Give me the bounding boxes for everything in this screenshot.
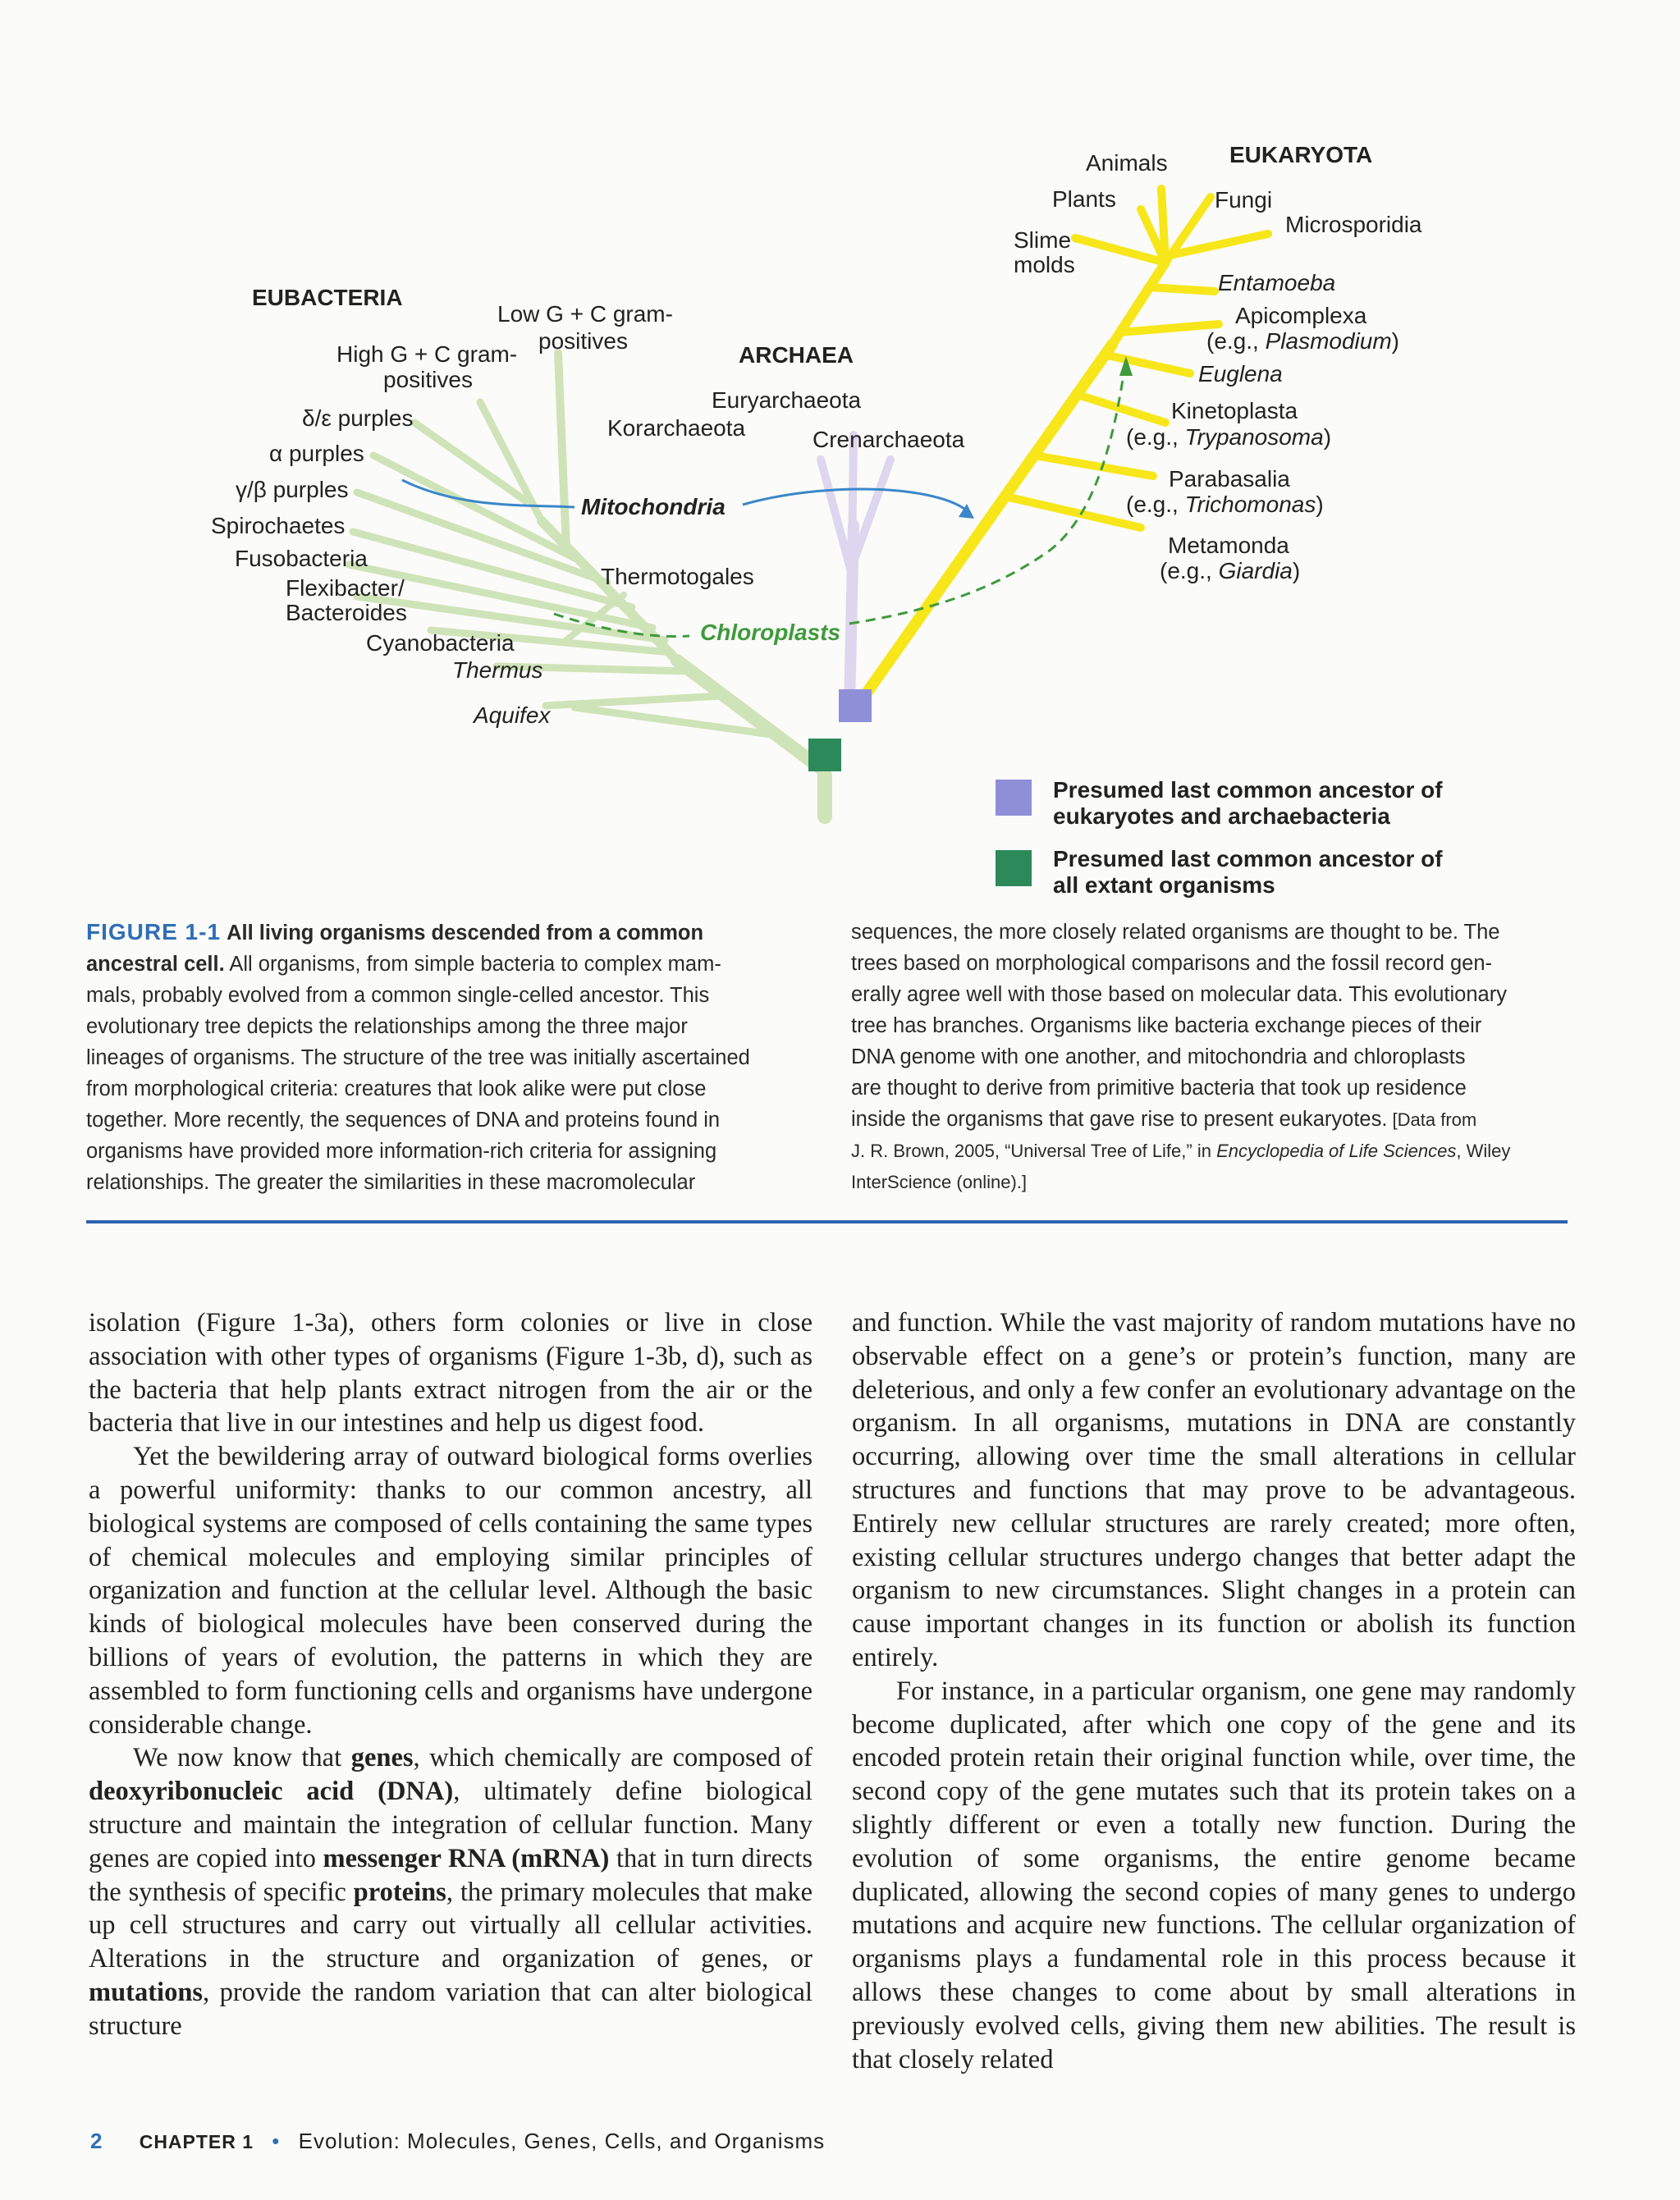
- label-spirochaetes: Spirochaetes: [211, 513, 346, 538]
- caption-left-text-0: All organisms, from simple bacteria to complex mam-: [224, 953, 721, 976]
- page-number: 2: [90, 2129, 103, 2153]
- caption-source-journal: Encyclopedia of Life Sciences: [1216, 1141, 1457, 1161]
- caption-right-text-2: erally agree well with those based on molecular data. This evolutionary: [851, 983, 1507, 1006]
- caption-right-text-4: DNA genome with one another, and mitochondria and chloroplasts: [851, 1045, 1466, 1068]
- label-aquifex: Aquifex: [474, 702, 551, 728]
- caption-right-text-0: sequences, the more closely related organisms are thought to be. The: [851, 921, 1500, 944]
- caption-title-2: ancestral cell.: [86, 953, 225, 976]
- label-giardia: (e.g., Giardia): [1160, 558, 1301, 583]
- caption-source-line-2: [851, 1136, 1573, 1167]
- figure-caption-right: [851, 917, 1573, 1198]
- label-fusobacteria: Fusobacteria: [235, 546, 368, 571]
- caption-left-text-4: from morphological criteria: creatures that look alike were put close: [86, 1077, 707, 1100]
- body-right-paragraph-2: For instance, in a particular organism, one gene may randomly become duplicated, after which one copy of the gene and its encoded protein retain their original function while, over time, the second copy of the gene mutates such that its protein takes on a slightly different or even a totally new function. During the evolution of some organisms, the entire genome became duplicated, allowing the second copies of many genes to undergo mutations and acquire new functions. The cellular organization of organisms plays a fundamental role in this process because it allows these changes to come about by small alterations in previously evolved cells, giving them new abilities. The result is that closely related: [852, 1676, 1576, 2074]
- chapter-label: CHAPTER 1: [139, 2131, 254, 2152]
- caption-left-text-5: together. More recently, the sequences of DNA and proteins found in: [86, 1109, 721, 1132]
- caption-source-3: , Wiley: [1456, 1141, 1511, 1161]
- label-bacteroides: Bacteroides: [286, 600, 407, 625]
- caption-right-line-6: [851, 1104, 1573, 1136]
- label-thermotogales: Thermotogales: [601, 564, 754, 589]
- all-organisms-ancestor-marker: [808, 739, 841, 771]
- eukaryota-heading: EUKARYOTA: [1229, 142, 1373, 167]
- legend-swatch-green: [996, 850, 1032, 886]
- label-mitochondria: Mitochondria: [581, 494, 726, 519]
- label-crenarchaeota: Crenarchaeota: [813, 427, 965, 452]
- label-korarchaeota: Korarchaeota: [607, 415, 746, 441]
- eukaryote-archaea-ancestor-marker: [839, 689, 872, 722]
- label-gamma-purples: γ/β purples: [236, 477, 349, 502]
- term-mutations: mutations: [89, 1977, 204, 2007]
- label-chloroplasts: Chloroplasts: [700, 620, 841, 645]
- caption-source-2: J. R. Brown, 2005, “Universal Tree of Life,” in: [851, 1141, 1217, 1161]
- label-microsporidia: Microsporidia: [1285, 212, 1422, 237]
- figure-caption-left: [86, 917, 808, 1198]
- body-left-paragraph-3: [89, 1741, 813, 2042]
- label-slime-2: molds: [1014, 252, 1075, 277]
- caption-right-text-1: trees based on morphological comparisons and the fossil record gen-: [851, 952, 1493, 975]
- term-genes: genes: [350, 1743, 414, 1773]
- figure-label: FIGURE 1-1: [86, 919, 222, 944]
- legend-green-line2: all extant organisms: [1053, 872, 1275, 898]
- label-euglena: Euglena: [1198, 361, 1283, 386]
- body-left-paragraph-1: isolation (Figure 1-3a), others form colonies or live in close association with other types of organisms (Figure 1-3b, d), such as the bacteria that help plants extract nitrogen from the air or the bacteria that live in our intestines and help us digest food.: [89, 1308, 813, 1438]
- p3-text-a: We now know that: [133, 1743, 351, 1773]
- caption-right-text-3: tree has branches. Organisms like bacteria exchange pieces of their: [851, 1014, 1482, 1037]
- legend-purple-line2: eukaryotes and archaebacteria: [1053, 803, 1390, 829]
- label-entamoeba: Entamoeba: [1218, 270, 1336, 295]
- chapter-title: Evolution: Molecules, Genes, Cells, and Organisms: [298, 2129, 826, 2153]
- p3-text-b: , which chemically are composed of: [413, 1743, 813, 1773]
- label-plasmodium: (e.g., Plasmodium): [1206, 328, 1399, 354]
- label-kinetoplasta: Kinetoplasta: [1171, 398, 1298, 423]
- label-apicomplexa: Apicomplexa: [1235, 303, 1367, 328]
- label-alpha-purples: α purples: [269, 441, 364, 466]
- label-high-gc-2: positives: [383, 367, 473, 392]
- caption-source-4: InterScience (online).]: [851, 1172, 1027, 1192]
- caption-right-text-5: are thought to derive from primitive bacteria that took up residence: [851, 1077, 1467, 1100]
- caption-left-text-1: mals, probably evolved from a common single-celled ancestor. This: [86, 984, 710, 1007]
- caption-left-text-7: relationships. The greater the similarities in these macromolecular: [86, 1171, 696, 1194]
- page-footer: [90, 2129, 825, 2154]
- caption-source-1: [Data from: [1387, 1109, 1477, 1130]
- caption-left-text-3: lineages of organisms. The structure of the tree was initially ascertained: [86, 1046, 750, 1069]
- body-left-paragraph-2: Yet the bewildering array of outward biological forms overlies a powerful uniformity: thanks to our common ancestry, all biological systems are composed of cells containing the same types of chemical molecules and employing similar principles of organization and function at the cellular level. Although the basic kinds of biological molecules have been conserved during the billions of years of evolution, the patterns in which they are assembled to form functioning cells and organisms have undergone considerable change.: [89, 1442, 813, 1740]
- label-trichomonas: (e.g., Trichomonas): [1126, 492, 1324, 517]
- p3-text-c: , ultimately define biological structure and maintain the integration of cellular function. Many genes are copied into: [89, 1777, 813, 1873]
- section-divider: [86, 1220, 1568, 1223]
- eubacteria-heading: EUBACTERIA: [252, 285, 403, 310]
- term-proteins: proteins: [353, 1877, 446, 1907]
- legend-item-green: [1053, 846, 1513, 899]
- legend-purple-line1: Presumed last common ancestor of: [1053, 777, 1443, 803]
- label-slime-1: Slime: [1014, 227, 1072, 253]
- label-trypanosoma: (e.g., Trypanosoma): [1126, 424, 1332, 450]
- label-thermus: Thermus: [452, 657, 543, 683]
- label-low-gc-1: Low G + C gram-: [497, 301, 673, 327]
- caption-title-1: All living organisms descended from a common: [227, 922, 704, 944]
- archaea-heading: ARCHAEA: [739, 342, 854, 368]
- label-plants: Plants: [1052, 186, 1116, 212]
- body-column-right: [852, 1306, 1576, 2076]
- term-dna: deoxyribonucleic acid (DNA): [89, 1777, 454, 1807]
- legend-green-line1: Presumed last common ancestor of: [1053, 846, 1443, 871]
- footer-bullet: •: [272, 2129, 281, 2153]
- p3-text-f: , provide the random variation that can alter biological structure: [89, 1977, 813, 2041]
- caption-line-1: [86, 949, 808, 980]
- p3-text-d: that in turn directs the synthesis of specific: [89, 1843, 813, 1907]
- label-low-gc-2: positives: [538, 328, 628, 354]
- legend-swatch-purple: [996, 780, 1032, 816]
- label-euryarchaeota: Euryarchaeota: [712, 387, 862, 413]
- legend-item-purple: [1053, 777, 1513, 830]
- label-animals: Animals: [1086, 150, 1168, 176]
- label-metamonda: Metamonda: [1168, 533, 1289, 558]
- label-high-gc-1: High G + C gram-: [336, 341, 518, 367]
- label-delta-purples: δ/ε purples: [302, 405, 414, 431]
- caption-left-text-6: organisms have provided more information-rich criteria for assigning: [86, 1140, 717, 1163]
- label-cyanobacteria: Cyanobacteria: [366, 630, 515, 656]
- label-flexibacter: Flexibacter/: [286, 575, 405, 601]
- label-parabasalia: Parabasalia: [1169, 466, 1290, 492]
- body-column-left: [89, 1306, 813, 2043]
- p3-text-e: , the primary molecules that make up cell structures and carry out virtually all cellular activities. Alterations in the structure and organization of genes, or: [89, 1877, 813, 1974]
- caption-right-text-6: inside the organisms that gave rise to present eukaryotes.: [851, 1108, 1388, 1131]
- caption-line-title: [86, 917, 808, 949]
- term-mrna: messenger RNA (mRNA): [323, 1843, 610, 1873]
- body-right-paragraph-1: and function. While the vast majority of random mutations have no observable effect on a gene’s or protein’s function, many are deleterious, and only a few confer an evolutionary advantage on the organism. In all organisms, mutations in DNA are constantly occurring, allowing over time the small alterations in cellular structures and functions that may prove to be advantageous. Entirely new cellular structures are rarely created; more often, existing cellular structures undergo changes that better adapt the organism to new circumstances. Slight changes in a protein can cause important changes in its function or abolish its function entirely.: [852, 1308, 1576, 1672]
- label-fungi: Fungi: [1215, 187, 1273, 213]
- caption-left-text-2: evolutionary tree depicts the relationships among the three major: [86, 1015, 688, 1038]
